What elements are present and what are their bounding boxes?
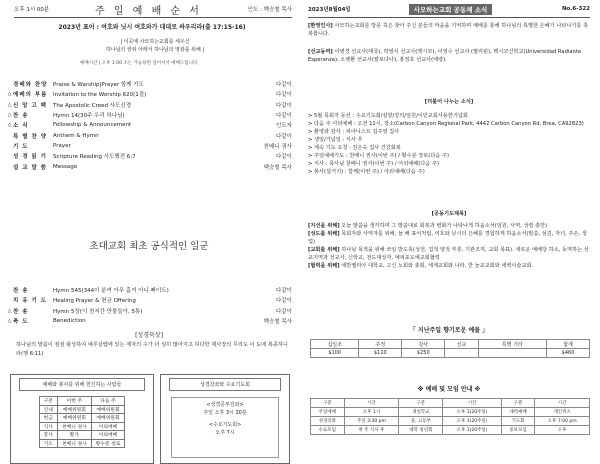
prayer-list bbox=[308, 222, 590, 270]
table-row: 수요모임 첫 주 식사 후 대학 청년회 오후 1(20주일) 중보모임 오후 bbox=[311, 426, 590, 435]
list-item: > 주일예배기도 : 천배니 권사(이번 주) / 황수분 장로(다음 주) bbox=[308, 153, 450, 159]
order-row: 기 도 Prayer 천배니 권사 bbox=[13, 142, 292, 150]
table-row: 구분 이번 주 다음 주 bbox=[39, 397, 125, 406]
study-box-title: 성경강좌와 수요기도회 bbox=[169, 378, 281, 391]
list-item: > 다음 주 아외예배 : 오전 11시, 장소(Carbon Canyon Regional Park, 4442 Carbon Canyon Rd, Brea, CA92823) bbox=[308, 121, 584, 127]
verse-text: 하나님의 말씀이 점점 왕성하여 예루살렘에 있는 제자의 수가 더 심히 많아지고 허다한 제사장의 무리도 이 도에 복종하니라(행 6:11) bbox=[16, 342, 288, 357]
table-row: $100 $110 $250 $460 bbox=[311, 349, 590, 358]
order-row: 특 별 찬 양 Anthem & Hymn 다같이 bbox=[13, 132, 292, 140]
mission-text: 이병경 선교사(태국), 박영식 선교사(멕시코), 이영수 선교사 (필리핀), 멕시코신학교(Universidad Radiante Esperanza), 오벳환 선교사(칼로다나), 홍정호 선교사(태랑). bbox=[308, 49, 582, 63]
yearly-theme: 2023년 표어 : 여호와 닛시 여호와가 대대로 싸우리라(출 17:15-16) bbox=[58, 24, 246, 31]
table-row: 헌금 예배위원회 예배위원회 bbox=[39, 414, 125, 423]
order-row: 치 유 기 도 Healing Prayer & 헌금 Offering 다같이 bbox=[13, 298, 292, 305]
order-row: 찬 송 Hymn 545(344이 분여 아무 흠거 아니 빠이도) 다같이 bbox=[13, 288, 292, 295]
list-item: [협력을 위해] 에반젤리아 대학교, 고신 노회와 총회, 세계교회와 나라, 한 늘교교회와 세벽이슬교회. bbox=[308, 263, 534, 269]
intro-note: 예배시간 | 오후 1:00 소는 가능하면 일어서서 예배드립니다 bbox=[80, 61, 198, 66]
mission-heading: [선교동역] bbox=[308, 49, 333, 55]
list-item: > 계속 기도 요청 : 진은숙 집사 건강회복 bbox=[308, 145, 401, 151]
sermon-title: 초대교회 최초 공식적인 일군 bbox=[89, 241, 209, 252]
welcome-section bbox=[308, 22, 590, 38]
wednesday-prayer-label: <수요기도회> bbox=[208, 422, 242, 428]
study-prayer-box bbox=[160, 374, 290, 464]
left-page bbox=[0, 0, 298, 464]
order-row: △ 소 식 Fellowship & Announcement 인도자 bbox=[7, 122, 292, 130]
service-leader: 인도 : 백승철 목사 bbox=[247, 7, 292, 13]
sharing-title: [더불어 나누는 소식] bbox=[424, 99, 474, 105]
order-row: 성 경 읽 기 Scripture Reading 사도행전 6:7 다같이 bbox=[13, 154, 292, 161]
sharing-list bbox=[308, 112, 590, 176]
schedule-table bbox=[310, 398, 590, 435]
order-row: △ 찬 송 Hymn 5장(이 천지간 만물들아, 5통) 다같이 bbox=[7, 307, 292, 315]
list-item: > 환영과 감사 : 피아니스트 김주영 집사 bbox=[308, 129, 400, 135]
table-row: 십일조 주정 감사 선교 특별 기타 합계 bbox=[311, 340, 590, 349]
news-badge: 사모하는교회 공동체 소식 bbox=[409, 4, 493, 15]
list-item: [성도를 위해] 목회자와 사역자를 위해, 늘 해 표어처럼, 여호와 닛시의 은혜를 경험하게 하옵소서(말씀, 섬김, 자녀, 주손, 생업) bbox=[308, 231, 587, 245]
order-row: △ 축 도 Benediction 백승철 목사 bbox=[7, 318, 292, 326]
list-item: > 생일/기념일 : 식사 후 bbox=[308, 137, 363, 143]
list-item: > 5월 목회자 동선 : 수요기도회/심방/강의/임원/이민교회사용한기념회 bbox=[308, 113, 468, 119]
study-box-content bbox=[171, 397, 279, 458]
header-divider bbox=[14, 17, 292, 18]
intro-block bbox=[60, 38, 250, 68]
right-page bbox=[302, 0, 600, 464]
list-item: [교회를 위해] 하나님 목적을 위해 쓰임 받도록(성전, 집적 양적 부흥, 기관조직, 교회 목표). 새로운 예배당 하소, 동역하는 선교지역과 선교사, 신학교, 전도대상자, 예피포도예교회협력 bbox=[308, 247, 589, 261]
header-divider bbox=[308, 17, 590, 18]
worship-order-list bbox=[6, 79, 292, 172]
right-header bbox=[308, 2, 590, 16]
welcome-text: 사모하는교회를 방문 혹은 찾아 주신 분들의 마음을 기억하며 예배를 통해 하나님의 특별한 은혜가 나타나기를 축복합니다. bbox=[308, 23, 589, 37]
bulletin-number: No.6-322 bbox=[561, 6, 590, 12]
offering-table bbox=[310, 339, 590, 358]
schedule-title: ※ 예배 및 모임 안내 ※ bbox=[417, 386, 481, 393]
prayer-title: [공동기도제목] bbox=[431, 211, 467, 217]
wednesday-prayer-time: 오후 7시 bbox=[215, 430, 235, 436]
order-row: △ 예배의 부름 Invitation to the Worship 620(1절) 다같이 bbox=[7, 91, 292, 99]
order-row: △ 찬 송 Hymn 14(30주 우리 하나님) 다같이 bbox=[7, 112, 292, 120]
intro-line-2: 하나님의 권위 아래서 하나님의 영광을 위해 | bbox=[105, 47, 205, 53]
table-row: 주일예배 오후 1시 개일학교 오후 1(20주일) 새벽예배 개인적소 bbox=[311, 408, 590, 417]
bulletin-date: 2023년8월04일 bbox=[308, 7, 351, 13]
mission-section bbox=[308, 48, 590, 64]
table-row: 성경강좌 주일 3:30 pm 중, 고등부 오후 1(20주일) 기도회 오후 7:00 pm bbox=[311, 417, 590, 426]
bible-study-time: 주일 오후 3시 30분 bbox=[203, 410, 247, 416]
verse-title: [성경묵상] bbox=[135, 332, 163, 339]
list-item: > 봉사(설거지) : 함께(이번 주) / 아외예배(다음 주) bbox=[308, 169, 425, 175]
offering-title: 「 지난주일 향기로운 예물 」 bbox=[409, 327, 489, 334]
service-order-title: 주 일 예 배 순 서 bbox=[95, 5, 202, 17]
duty-box-title: 예배와 봉사를 위해 헌신하는 사람들 bbox=[19, 378, 145, 391]
bible-study-label: <성경공부강좌> bbox=[206, 402, 244, 408]
table-row: 인내 예배위원회 예배위원회 bbox=[39, 405, 125, 414]
order-row: 설 교 말 씀 Message 백승철 목사 bbox=[13, 163, 292, 171]
duty-table bbox=[39, 396, 126, 448]
table-row: 구분 시간 구분 시간 구분 시간 bbox=[311, 399, 590, 408]
duty-box bbox=[10, 374, 154, 464]
list-item: > 식사 : 목사님 천배니 권사(이번 주) / 아외예배(다음 주) bbox=[308, 161, 440, 167]
closing-order-list bbox=[6, 285, 292, 326]
welcome-heading: [환영인사] bbox=[308, 23, 333, 29]
table-row: 봉사 황가 이외예배 bbox=[39, 431, 125, 440]
service-time: 오후 1시 00분 bbox=[14, 7, 50, 13]
order-row: △ 신 앙 고 백 The Apostolic Creed 사도신경 다같이 bbox=[7, 101, 292, 109]
order-row: 경배와 찬양 Praise & Warship|Prayer 함께 기도 다같이 bbox=[13, 82, 292, 89]
list-item: [지선을 위해] 오늘 말씀을 생각하며 그 말씀대로 회복과 변화가 나타나게 하옵소서(임원, 사역, 성령 충만) bbox=[308, 223, 548, 229]
table-row: 기도 천배니 권사 황수분 장로 bbox=[39, 439, 125, 448]
table-row: 식사 천배니 권사 이외예배 bbox=[39, 422, 125, 431]
intro-line-1: | 이곳에 사모하는교회를 세우신 bbox=[120, 39, 190, 45]
left-header bbox=[14, 2, 292, 16]
